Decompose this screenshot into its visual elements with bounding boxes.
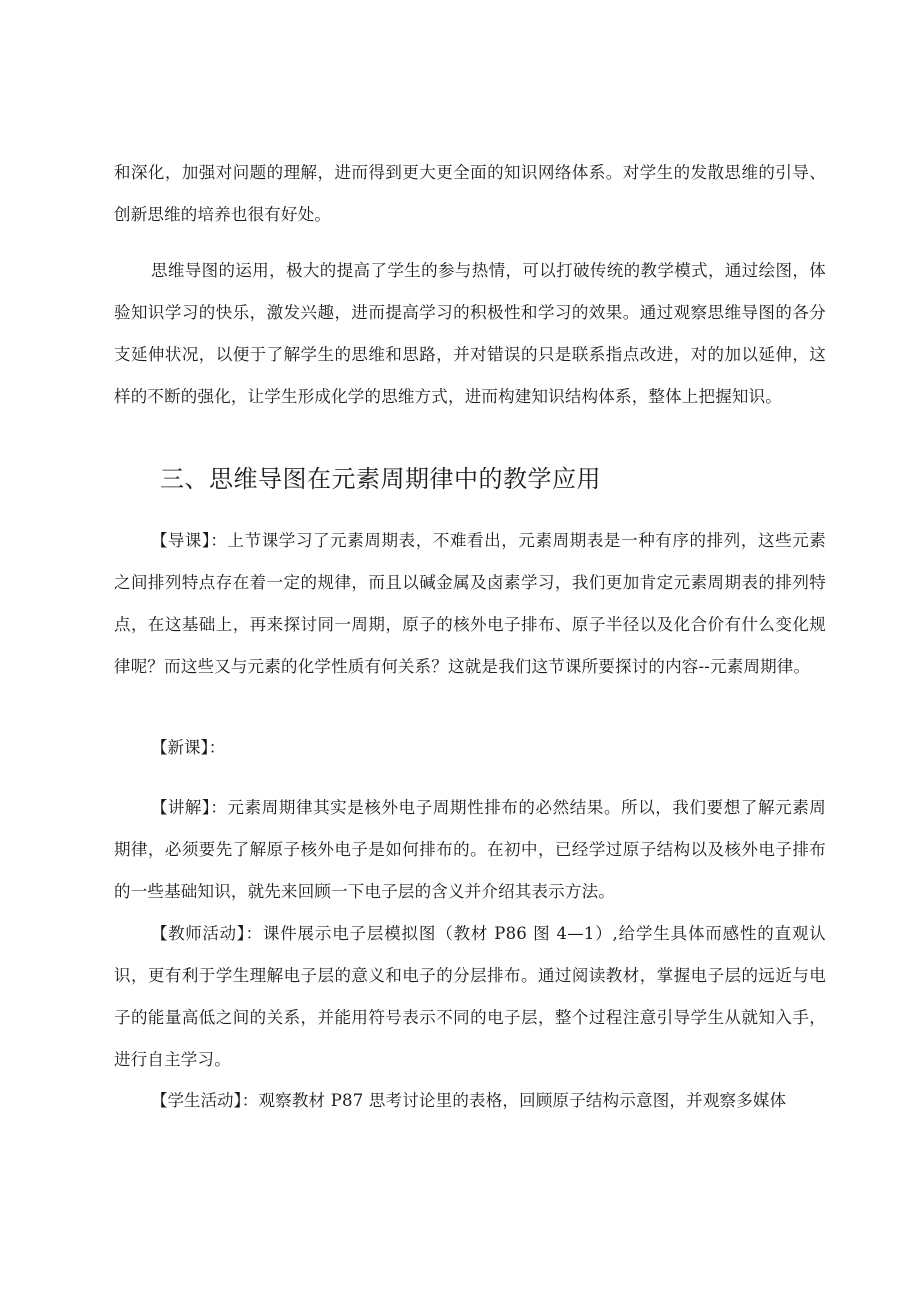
new-lesson-label: 【新课】 [151,738,209,757]
teacher-activity-label: 【教师活动】 [151,924,246,943]
paragraph-text: 思维导图的运用，极大的提高了学生的参与热情，可以打破传统的教学模式，通过绘图，体验知识学习的快乐，激发兴趣，进而提高学习的积极性和学习的效果。通过观察思维导图的各分支延伸状况，以便于了解学生的思维和思路，并对错误的只是联系指点改进，对的加以延伸，这样的不断的强化，让学生形成化学的思维方式，进而构建知识结构体系，整体上把握知识。 [114,261,826,406]
explain-label: 【讲解】 [151,798,211,817]
paragraph-intro [114,520,826,688]
intro-label: 【导课】 [151,531,211,550]
section-heading: 三、思维导图在元素周期律中的教学应用 [160,465,601,493]
new-lesson-text: ： [208,738,226,757]
student-activity-label: 【学生活动】 [151,1091,242,1110]
intro-text: ：上节课学习了元素周期表，不难看出，元素周期表是一种有序的排列，这些元素之间排列特点存在着一定的规律，而且以碱金属及卤素学习，我们更加肯定元素周期表的排列特点，在这基础上，再来探讨同一周期，原子的核外电子排布、原子半径以及化合价有什么变化规律呢？而这些又与元素的化学性质有何关系？这就是我们这节课所要探讨的内容--元素周期律。 [114,531,827,676]
student-activity-text: ：观察教材 P87 思考讨论里的表格，回顾原子结构示意图，并观察多媒体 [241,1091,787,1110]
paragraph-new-lesson [114,727,826,769]
paragraph-text: 和深化，加强对问题的理解，进而得到更大更全面的知识网络体系。对学生的发散思维的引导、创新思维的培养也很有好处。 [114,163,826,224]
paragraph-teacher-activity [114,913,826,1081]
explain-text: ：元素周期律其实是核外电子周期性排布的必然结果。所以，我们要想了解元素周期律，必须要先了解原子核外电子是如何排布的。在初中，已经学过原子结构以及核外电子排布的一些基础知识，就先来回顾一下电子层的含义并介绍其表示方法。 [114,798,827,901]
teacher-activity-text: ：课件展示电子层模拟图（教材 P86 图 4—1）,给学生具体而感性的直观认识，更有利于学生理解电子层的意义和电子的分层排布。通过阅读教材，掌握电子层的远近与电子的能量高低之间的关系，并能用符号表示不同的电子层，整个过程注意引导学生从就知入手，进行自主学习。 [114,924,826,1069]
paragraph-mind-map-usage [114,250,826,418]
paragraph-student-activity [114,1080,826,1122]
paragraph-explanation [114,787,826,913]
paragraph-continuation [114,152,826,236]
